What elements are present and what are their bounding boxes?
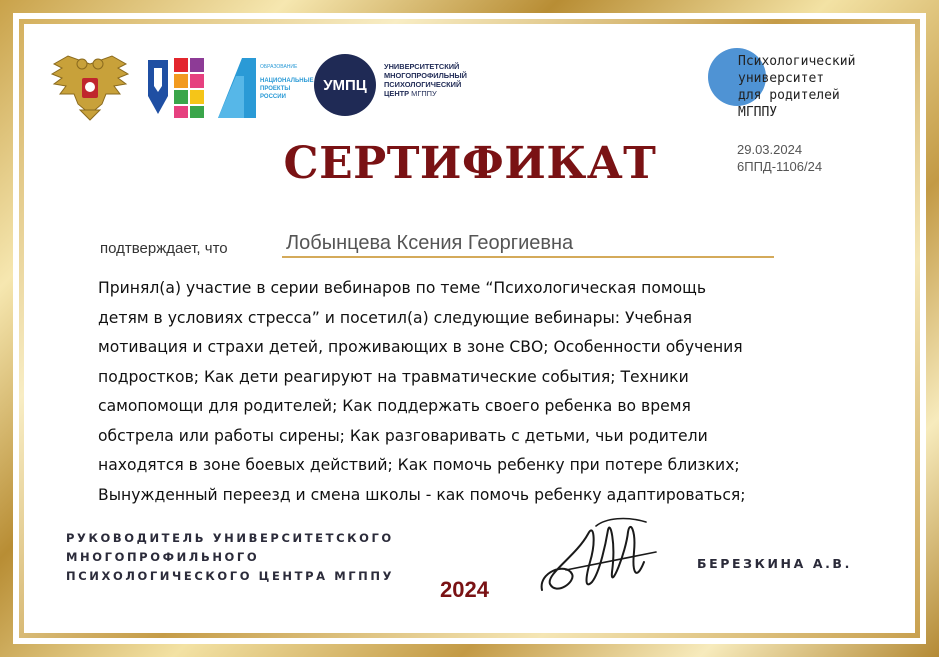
certificate-body <box>98 274 868 510</box>
signer-name: БЕРЕЗКИНА А.В. <box>697 556 852 571</box>
university-line-4: МГППУ <box>738 105 778 120</box>
certificate-title: СЕРТИФИКАТ <box>283 138 657 189</box>
np-line-1: ОБРАЗОВАНИЕ <box>260 64 298 70</box>
eagle-emblem-icon <box>48 54 132 122</box>
body-line-5: самопомощи для родителей; Как поддержать своего ребенка во время <box>98 397 691 415</box>
certificate-number: 6ППД-1106/24 <box>737 159 823 174</box>
university-name <box>738 53 908 121</box>
national-projects-logo-icon <box>216 56 314 120</box>
certificate-year: 2024 <box>440 577 489 602</box>
position-line-1: РУКОВОДИТЕЛЬ УНИВЕРСИТЕТСКОГО <box>66 531 394 545</box>
umpc-name <box>384 62 494 98</box>
body-line-8: Вынужденный переезд и смена школы - как помочь ребенку адаптироваться; <box>98 485 746 504</box>
umpc-line-1: УНИВЕРСИТЕТСКИЙ <box>384 62 460 71</box>
university-line-2: университет <box>738 71 825 86</box>
body-line-2: детям в условиях стресса” и посетил(а) следующие вебинары: Учебная <box>98 308 693 327</box>
umpc-line-3: ПСИХОЛОГИЧЕСКИЙ <box>384 80 462 89</box>
umpc-line-2: МНОГОПРОФИЛЬНЫЙ <box>384 71 467 80</box>
body-line-1: Принял(а) участие в серии вебинаров по теме “Психологическая помощь <box>98 279 707 297</box>
umpc-mgppu: МГППУ <box>411 89 437 98</box>
position-line-3: ПСИХОЛОГИЧЕСКОГО ЦЕНТРА МГППУ <box>66 569 395 583</box>
umpc-logo-icon <box>314 54 376 116</box>
body-line-3: мотивация и страхи детей, проживающих в зоне СВО; Особенности обучения <box>98 338 743 356</box>
position-line-2: МНОГОПРОФИЛЬНОГО <box>66 550 260 564</box>
university-line-3: для родителей <box>738 88 840 103</box>
body-line-6: обстрела или работы сирены; Как разговаривать с детьми, чьи родители <box>98 426 708 445</box>
certificate-meta <box>737 141 822 175</box>
ministry-logo-icon <box>146 56 206 120</box>
umpc-abbr: УМПЦ <box>323 76 367 94</box>
np-line-2: НАЦИОНАЛЬНЫЕ <box>260 78 314 84</box>
university-line-1: Психологический <box>738 54 856 69</box>
body-line-7: находятся в зоне боевых действий; Как помочь ребенку при потере близких; <box>98 456 740 474</box>
np-line-3: ПРОЕКТЫ <box>260 86 291 92</box>
signer-position <box>66 529 394 586</box>
umpc-line-4 <box>384 89 494 98</box>
certificate-date: 29.03.2024 <box>737 142 803 157</box>
np-line-4: РОССИИ <box>260 94 286 100</box>
body-line-4: подростков; Как дети реагируют на травматические события; Техники <box>98 367 689 386</box>
recipient-name: Лобынцева Ксения Георгиевна <box>282 230 774 258</box>
handwritten-signature-icon <box>536 512 666 604</box>
confirms-label: подтверждает, что <box>100 240 228 257</box>
umpc-center-word: ЦЕНТР <box>384 89 410 98</box>
